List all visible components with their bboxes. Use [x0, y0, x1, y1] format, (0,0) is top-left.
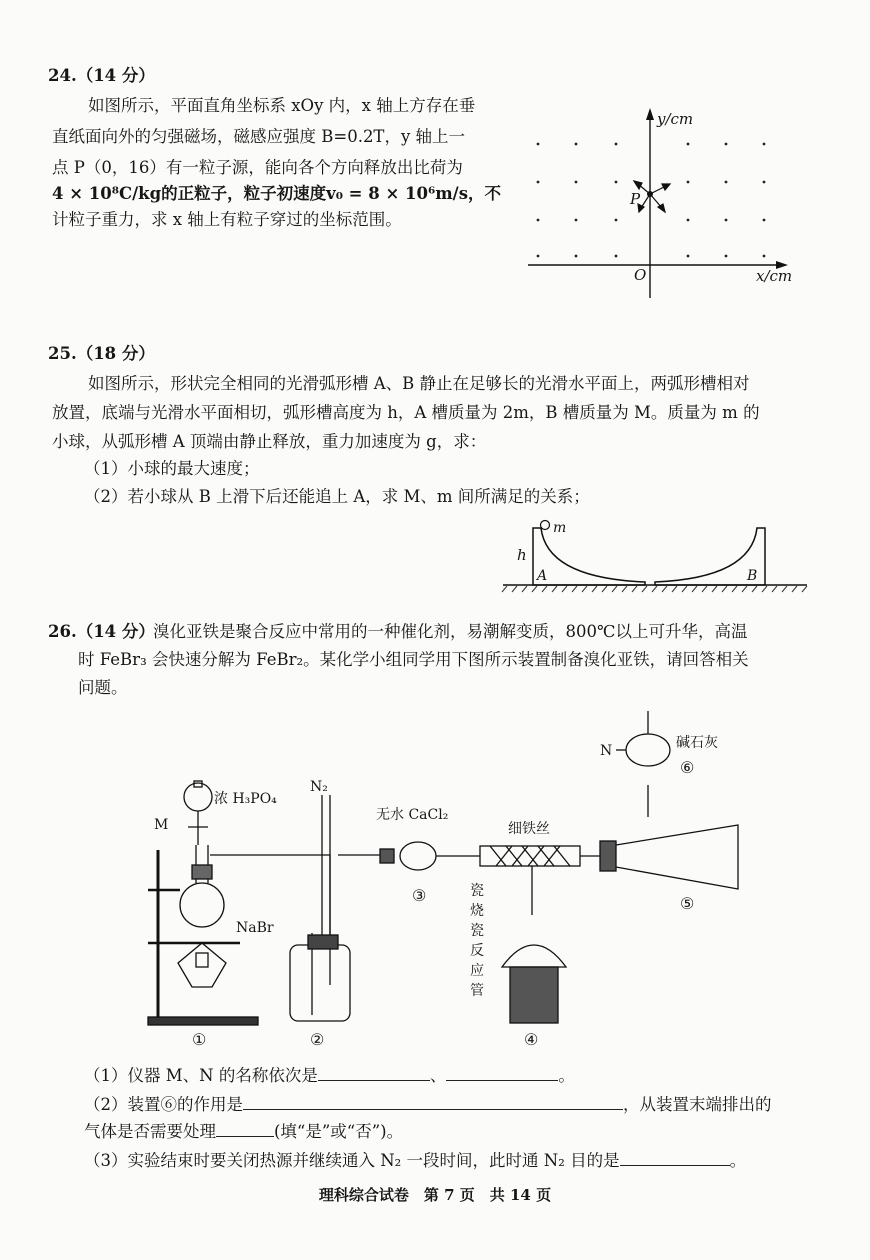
- q26-subq-1-end: 。: [558, 1066, 575, 1085]
- q26-subq-2-cont: ，从装置末端排出的: [623, 1095, 772, 1114]
- trough-a: [533, 528, 645, 585]
- answer-blank-n[interactable]: [446, 1062, 558, 1081]
- label-circle-3: ③: [412, 886, 427, 905]
- label-n2: N₂: [310, 779, 328, 795]
- label-circle-4: ④: [524, 1030, 539, 1049]
- label-tube-5: 应: [470, 963, 484, 979]
- answer-blank-device6[interactable]: [243, 1091, 623, 1110]
- q24-text-line-5: 计粒子重力，求 x 轴上有粒子穿过的坐标范围。: [52, 210, 402, 229]
- q26-apparatus-figure: [140, 705, 820, 1050]
- ground-hatch: [502, 586, 807, 592]
- q25-heading: 25.（18 分）: [48, 344, 155, 363]
- label-iron-wire: 细铁丝: [508, 821, 550, 837]
- magnetic-field-dots: [537, 143, 766, 258]
- label-h3po4: 浓 H₃PO₄: [214, 791, 277, 807]
- label-tube-2: 烧: [470, 903, 484, 919]
- q25-subq-2: （2）若小球从 B 上滑下后还能追上 A，求 M、m 间所满足的关系；: [84, 487, 590, 506]
- q25-subq-1: （1）小球的最大速度；: [84, 459, 260, 478]
- q26-subq-3-text: （3）实验结束时要关闭热源并继续通入 N₂ 一段时间，此时通 N₂ 目的是: [84, 1151, 620, 1170]
- q26-text-line-3: 问题。: [78, 678, 128, 697]
- q26-subq-2-text: （2）装置⑥的作用是: [84, 1095, 243, 1114]
- ball-label: m: [553, 520, 567, 536]
- label-n: N: [600, 743, 613, 759]
- label-circle-6: ⑥: [680, 758, 695, 777]
- answer-blank-treatment[interactable]: [216, 1118, 274, 1137]
- label-cacl2: 无水 CaCl₂: [376, 807, 449, 823]
- q26-subq-3-end: 。: [729, 1151, 747, 1170]
- q25-arc-troughs-figure: [495, 518, 815, 598]
- label-tube-6: 管: [470, 983, 484, 999]
- stand-base: [148, 1017, 258, 1025]
- q25-text-line-2: 放置，底端与光滑水平面相切，弧形槽高度为 h，A 槽质量为 2m，B 槽质量为 M。质量为 m 的: [52, 403, 760, 422]
- page-footer: 理科综合试卷 第 7 页 共 14 页: [318, 1186, 552, 1204]
- q26-text-line-2: 时 FeBr₃ 会快速分解为 FeBr₂。某化学小组同学用下图所示装置制备溴化亚铁，请回答相关: [78, 650, 749, 669]
- x-axis-label: x/cm: [756, 267, 793, 285]
- q26-subq-2b: [84, 1118, 403, 1144]
- q26-text-line-1: 溴化亚铁是聚合反应中常用的一种催化剂，易潮解变质，800℃以上可升华，高温: [153, 622, 748, 641]
- q26-heading: 26.（14 分）: [48, 622, 155, 641]
- q26-subq-2: [84, 1091, 772, 1117]
- y-axis-label: y/cm: [657, 110, 694, 128]
- answer-blank-m[interactable]: [318, 1062, 430, 1081]
- label-m: M: [154, 817, 169, 833]
- label-tube-4: 反: [470, 943, 484, 959]
- q25-text-line-3: 小球，从弧形槽 A 顶端由静止释放，重力加速度为 g，求：: [52, 432, 487, 451]
- label-soda-lime: 碱石灰: [676, 735, 718, 751]
- trough-a-label: A: [537, 568, 548, 584]
- q26-subq-2b-end: (填“是”或“否”)。: [274, 1122, 404, 1141]
- q26-subq-3: [84, 1147, 746, 1173]
- q24-text-line-3: 点 P（0，16）有一粒子源，能向各个方向释放出比荷为: [52, 158, 463, 177]
- height-label: h: [517, 546, 527, 564]
- q26-subq-1-sep: 、: [429, 1066, 447, 1085]
- q24-text-line-1: 如图所示，平面直角坐标系 xOy 内，x 轴上方存在垂: [88, 96, 476, 115]
- q25-text-line-1: 如图所示，形状完全相同的光滑弧形槽 A、B 静止在足够长的光滑水平面上，两弧形槽相对: [88, 374, 750, 393]
- label-circle-2: ②: [310, 1030, 325, 1049]
- label-tube-3: 瓷: [470, 923, 484, 939]
- point-p-label: P: [630, 190, 641, 208]
- q24-coordinate-figure: [520, 100, 810, 305]
- q26-subq-2b-text: 气体是否需要处理: [84, 1122, 216, 1141]
- ball: [541, 521, 550, 530]
- q26-subq-1: [84, 1062, 575, 1088]
- label-tube-1: 瓷: [470, 883, 484, 899]
- q24-heading: 24.（14 分）: [48, 66, 155, 85]
- label-circle-5: ⑤: [680, 894, 695, 913]
- trough-b-label: B: [747, 568, 758, 584]
- q24-text-line-2: 直纸面向外的匀强磁场，磁感应强度 B=0.2T，y 轴上一: [52, 127, 466, 146]
- label-circle-1: ①: [192, 1030, 207, 1049]
- q24-text-line-4: 4 × 10⁸C/kg的正粒子，粒子初速度v₀ = 8 × 10⁶m/s，不: [52, 184, 501, 203]
- label-nabr: NaBr: [236, 920, 274, 936]
- answer-blank-n2-purpose[interactable]: [620, 1147, 730, 1166]
- q26-subq-1-text: （1）仪器 M、N 的名称依次是: [84, 1066, 318, 1085]
- origin-label: O: [634, 266, 647, 284]
